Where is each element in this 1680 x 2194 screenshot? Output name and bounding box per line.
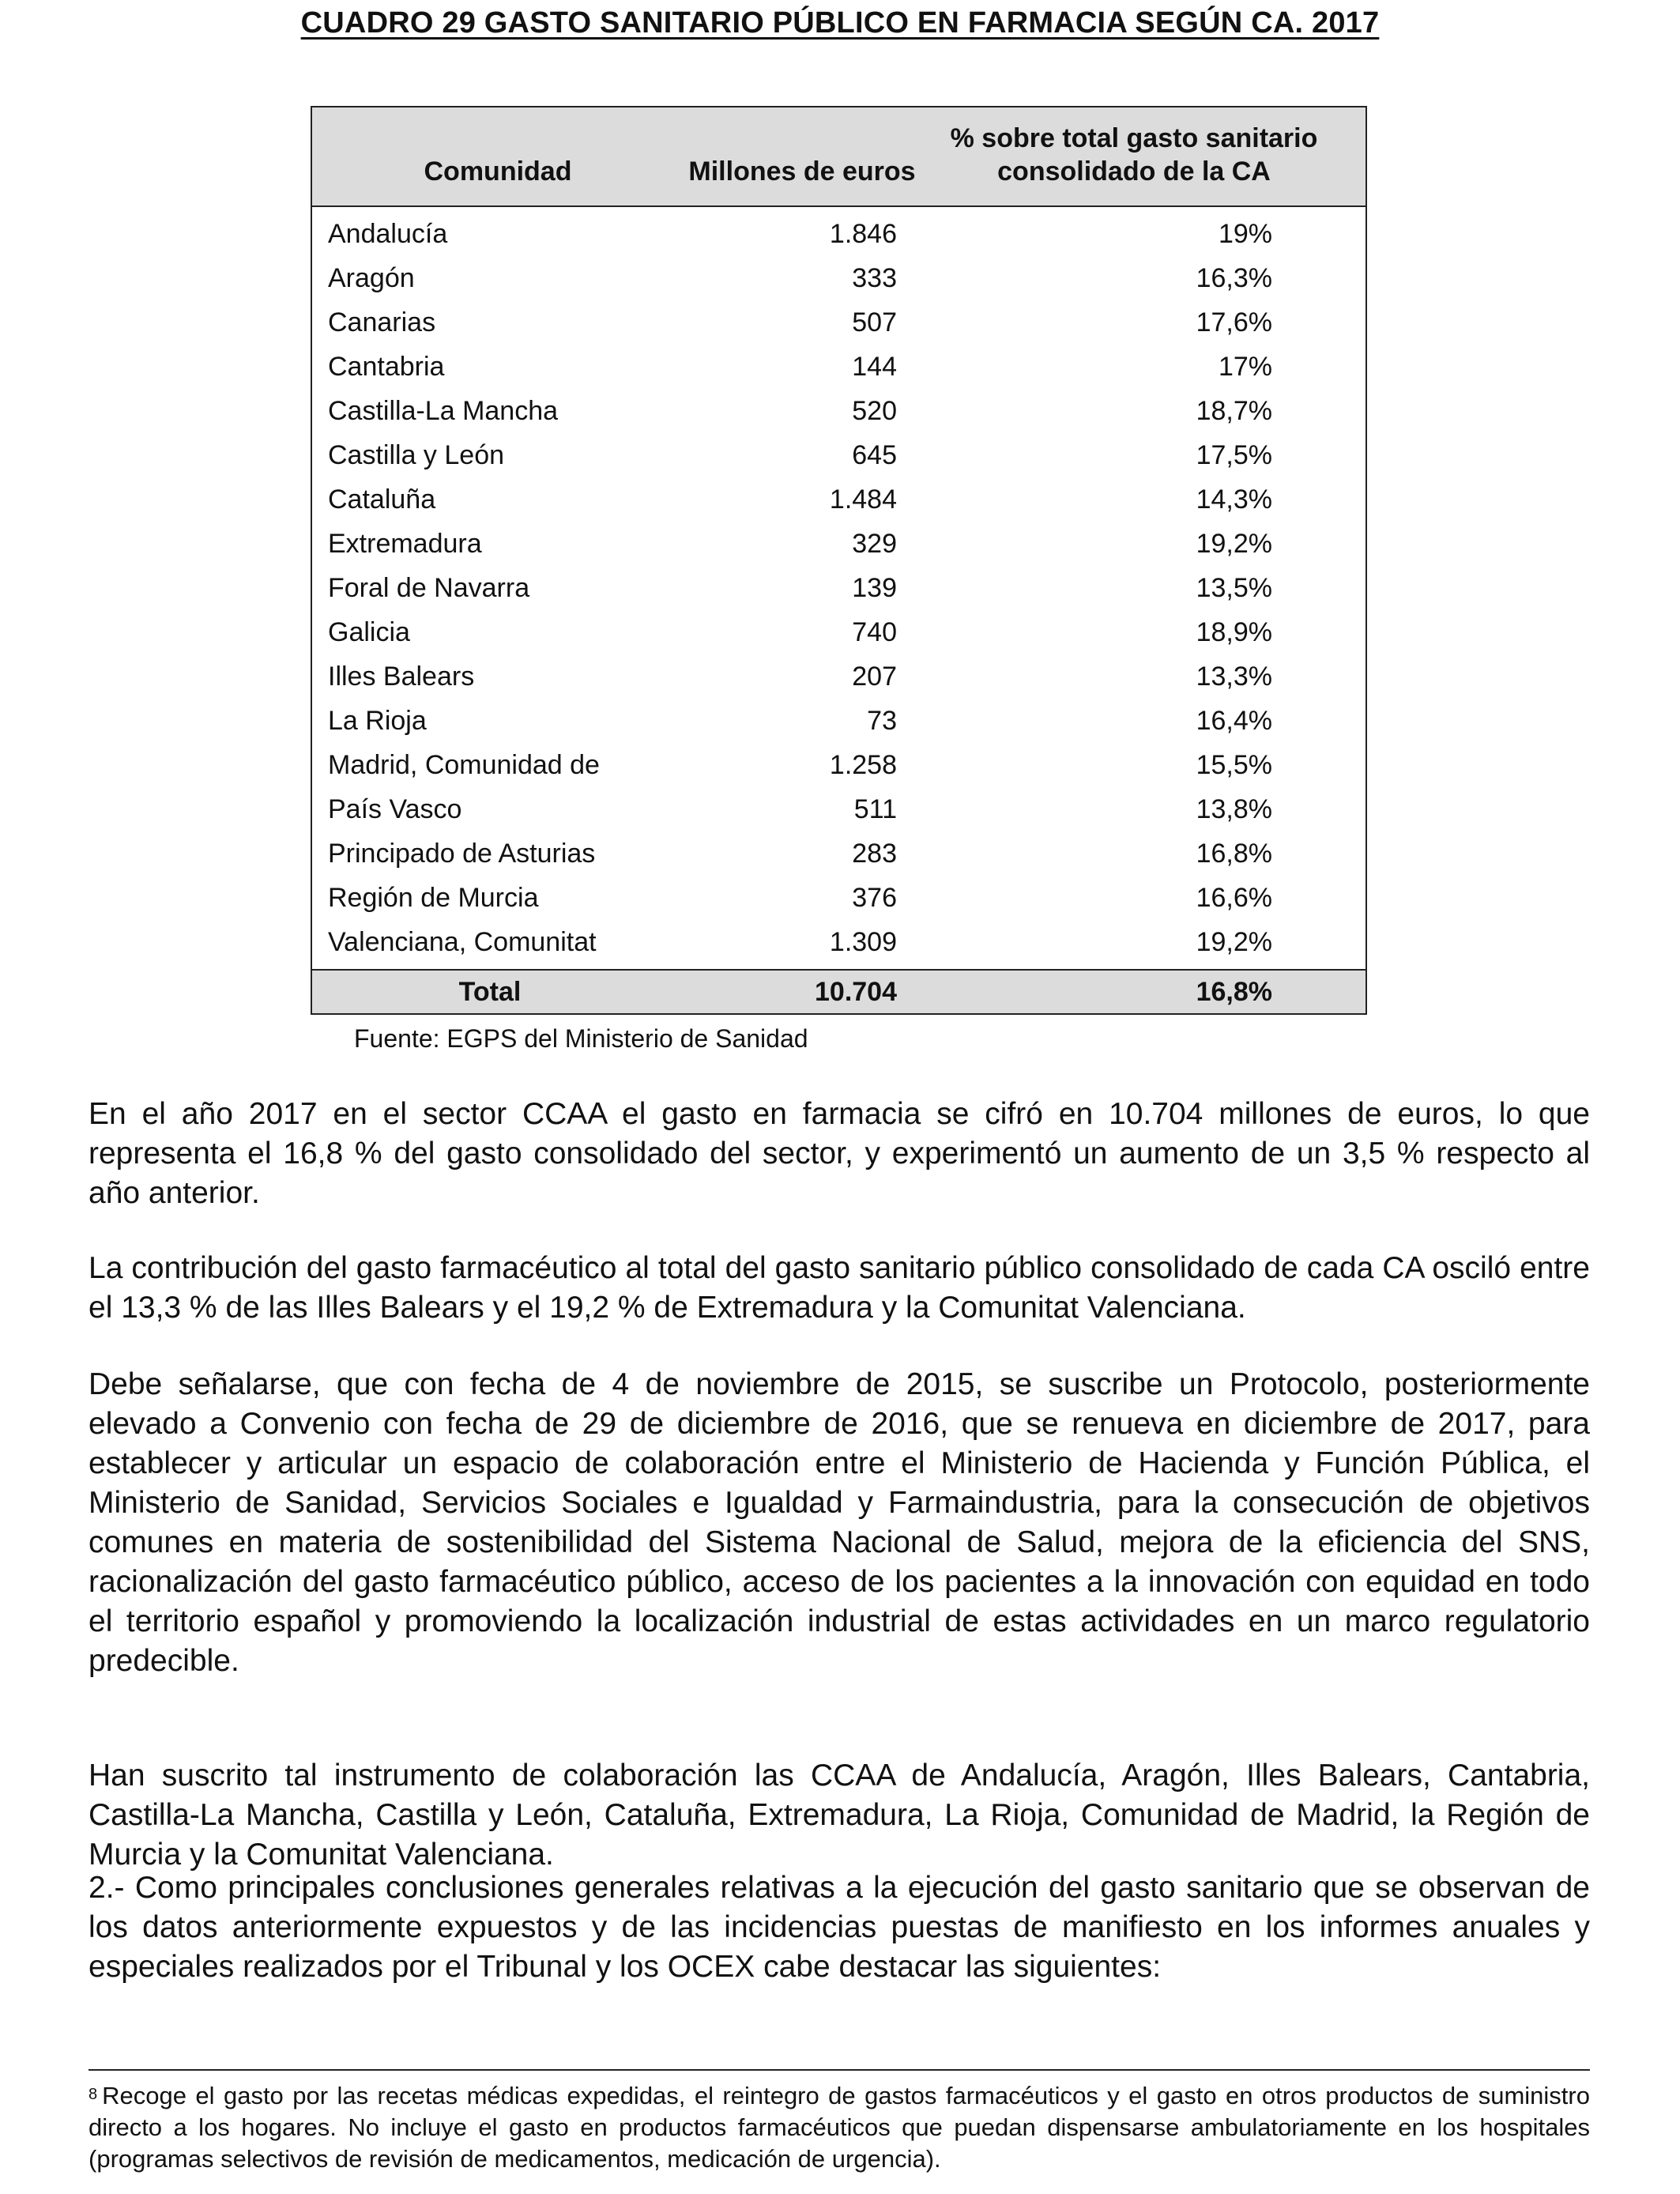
total-label: Total <box>458 976 522 1007</box>
table-row <box>312 433 1365 477</box>
paragraph-1: En el año 2017 en el sector CCAA el gasto en farmacia se cifró en 10.704 millones de euros, lo que representa el 16,8 % del gasto consolidado del sector, y experimentó un aumento de un 3,5 % respecto al año anterior. <box>89 1097 1590 1210</box>
cell-millones: 740 <box>852 616 897 647</box>
table-row <box>312 610 1365 654</box>
table-row <box>312 522 1365 566</box>
cell-comunidad: Castilla-La Mancha <box>328 395 559 426</box>
total-millones: 10.704 <box>815 976 897 1007</box>
cell-millones: 1.484 <box>829 484 897 515</box>
cell-comunidad: Principado de Asturias <box>328 838 596 869</box>
header-porcentaje <box>921 122 1347 188</box>
footnote <box>89 2080 1590 2175</box>
table-row <box>312 212 1365 256</box>
pharmacy-spending-table <box>311 106 1367 1015</box>
cell-pct: 16,4% <box>1196 705 1272 736</box>
cell-millones: 520 <box>852 395 897 426</box>
cell-millones: 376 <box>852 882 897 913</box>
table-total-row <box>312 969 1365 1013</box>
cell-comunidad: País Vasco <box>328 794 462 824</box>
cell-millones: 333 <box>852 262 897 293</box>
cell-comunidad: Región de Murcia <box>328 882 539 913</box>
table-source: Fuente: EGPS del Ministerio de Sanidad <box>354 1024 808 1053</box>
table-title: CUADRO 29 GASTO SANITARIO PÚBLICO EN FARMACIA SEGÚN CA. 2017 <box>300 6 1380 40</box>
cell-comunidad: Illes Balears <box>328 661 475 692</box>
cell-comunidad: Valenciana, Comunitat <box>328 926 597 957</box>
cell-pct: 15,5% <box>1196 749 1272 780</box>
table-row <box>312 389 1365 433</box>
header-comunidad: Comunidad <box>424 156 572 187</box>
cell-millones: 139 <box>852 572 897 603</box>
cell-pct: 17,6% <box>1196 307 1272 337</box>
cell-comunidad: Extremadura <box>328 528 482 559</box>
cell-comunidad: Foral de Navarra <box>328 572 530 603</box>
table-row <box>312 654 1365 699</box>
table-row <box>312 831 1365 876</box>
cell-millones: 283 <box>852 838 897 869</box>
cell-comunidad: Aragón <box>328 262 415 293</box>
table-row <box>312 699 1365 743</box>
cell-comunidad: Andalucía <box>328 218 448 249</box>
paragraph-5: 2.- Como principales conclusiones generales relativas a la ejecución del gasto sanitario que se observan de los datos anteriormente expuestos y de las incidencias puestas de manifiesto en los informes anuales y especiales realizados por el Tribunal y los OCEX cabe destacar las siguientes: <box>89 1871 1590 1984</box>
cell-comunidad: Cantabria <box>328 351 445 382</box>
cell-millones: 73 <box>867 705 897 736</box>
cell-millones: 1.258 <box>829 749 897 780</box>
total-pct: 16,8% <box>1196 976 1272 1007</box>
cell-comunidad: Castilla y León <box>328 439 505 470</box>
table-row <box>312 566 1365 610</box>
table-row <box>312 300 1365 345</box>
page-title <box>0 6 1680 40</box>
cell-pct: 18,7% <box>1196 395 1272 426</box>
cell-pct: 16,8% <box>1196 838 1272 869</box>
cell-pct: 19,2% <box>1196 926 1272 957</box>
table-row <box>312 345 1365 389</box>
cell-millones: 507 <box>852 307 897 337</box>
table-row <box>312 256 1365 300</box>
cell-pct: 13,5% <box>1196 572 1272 603</box>
footnote-divider <box>89 2069 1590 2071</box>
cell-comunidad: La Rioja <box>328 705 427 736</box>
header-porcentaje-line1: % sobre total gasto sanitario <box>950 123 1318 153</box>
cell-comunidad: Madrid, Comunidad de <box>328 749 600 780</box>
cell-pct: 16,3% <box>1196 262 1272 293</box>
cell-pct: 19,2% <box>1196 528 1272 559</box>
footnote-text: Recoge el gasto por las recetas médicas expedidas, el reintegro de gastos farmacéuticos y el gasto en otros productos de suministro directo a los hogares. No incluye el gasto en productos farmacéuticos que puedan dispensarse ambulatoriamente en los hospitales (programas selectivos de revisión de medicamentos, medicación de urgencia). <box>89 2082 1590 2173</box>
table-row <box>312 920 1365 964</box>
cell-pct: 19% <box>1218 218 1272 249</box>
paragraph-2: La contribución del gasto farmacéutico al total del gasto sanitario público consolidado de cada CA osciló entre el 13,3 % de las Illes Balears y el 19,2 % de Extremadura y la Comunitat Valenciana. <box>89 1251 1590 1325</box>
header-millones: Millones de euros <box>688 156 916 187</box>
paragraph-3: Debe señalarse, que con fecha de 4 de noviembre de 2015, se suscribe un Protocolo, posteriormente elevado a Convenio con fecha de 29 de diciembre de 2016, que se renueva en diciembre de 2017, para establecer y articular un espacio de colaboración entre el Ministerio de Hacienda y Función Pública, el Ministerio de Sanidad, Servicios Sociales e Igualdad y Farmaindustria, para la consecución de objetivos comunes en materia de sostenibilidad del Sistema Nacional de Salud, mejora de la eficiencia del SNS, racionalización del gasto farmacéutico público, acceso de los pacientes a la innovación con equidad en todo el territorio español y promoviendo la localización industrial de estas actividades en un marco regulatorio predecible. <box>89 1367 1590 1678</box>
cell-pct: 17,5% <box>1196 439 1272 470</box>
cell-millones: 511 <box>853 794 897 824</box>
table-header <box>312 107 1365 207</box>
cell-pct: 13,3% <box>1196 661 1272 692</box>
cell-millones: 144 <box>852 351 897 382</box>
cell-pct: 13,8% <box>1196 794 1272 824</box>
cell-comunidad: Galicia <box>328 616 410 647</box>
footnote-number: 8 <box>89 2086 98 2103</box>
cell-comunidad: Canarias <box>328 307 436 337</box>
cell-millones: 1.309 <box>829 926 897 957</box>
paragraph-4: Han suscrito tal instrumento de colaboración las CCAA de Andalucía, Aragón, Illes Balears, Cantabria, Castilla-La Mancha, Castilla y León, Cataluña, Extremadura, La Rioja, Comunidad de Madrid, la Región de Murcia y la Comunitat Valenciana. <box>89 1759 1590 1872</box>
cell-millones: 645 <box>852 439 897 470</box>
cell-pct: 17% <box>1218 351 1272 382</box>
table-row <box>312 876 1365 920</box>
table-row <box>312 787 1365 831</box>
cell-pct: 16,6% <box>1196 882 1272 913</box>
table-row <box>312 477 1365 522</box>
cell-pct: 14,3% <box>1196 484 1272 515</box>
cell-millones: 207 <box>852 661 897 692</box>
cell-comunidad: Cataluña <box>328 484 436 515</box>
cell-millones: 1.846 <box>829 218 897 249</box>
table-row <box>312 743 1365 787</box>
table-body <box>312 207 1365 969</box>
header-porcentaje-line2: consolidado de la CA <box>997 156 1271 187</box>
cell-millones: 329 <box>852 528 897 559</box>
cell-pct: 18,9% <box>1196 616 1272 647</box>
